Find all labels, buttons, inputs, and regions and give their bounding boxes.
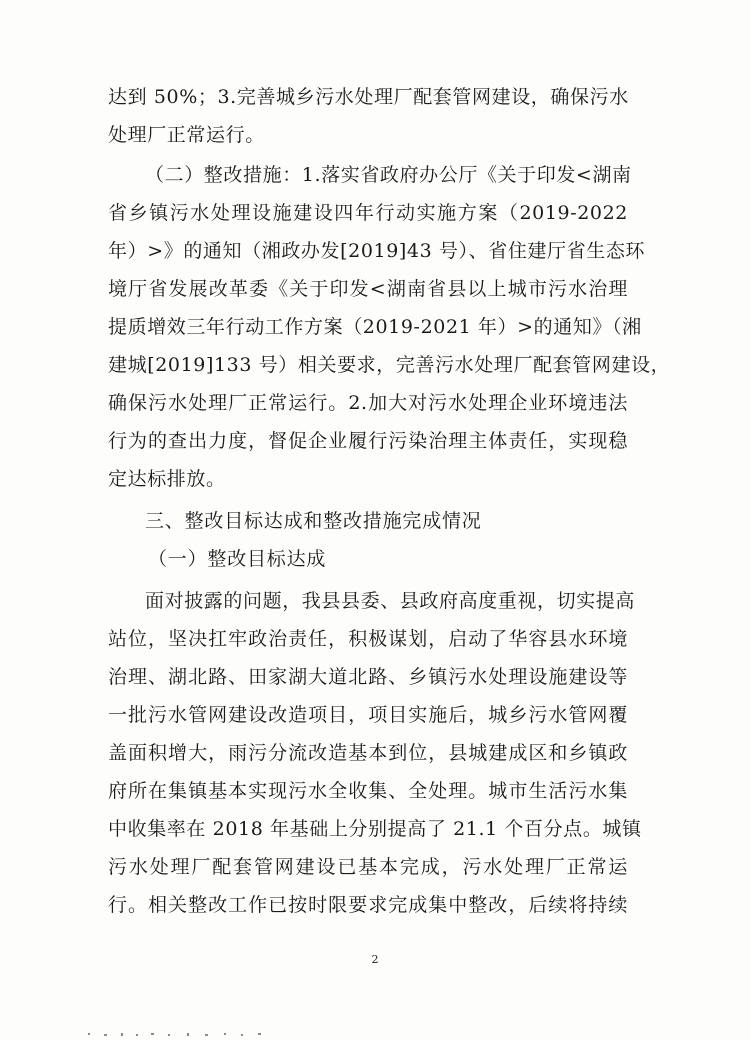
paragraph-line: 确保污水处理厂正常运行。2.加大对污水处理企业环境违法 <box>108 392 628 414</box>
paragraph-line: 污水处理厂配套管网建设已基本完成，污水处理厂正常运 <box>108 856 628 878</box>
paragraph-line: 年）>》的通知（湘政办发[2019]43 号）、省住建厅省生态环 <box>108 240 646 262</box>
page-number: 2 <box>371 953 379 966</box>
subsection-heading: （一）整改目标达成 <box>148 548 327 570</box>
paragraph-line: 一批污水管网建设改造项目，项目实施后，城乡污水管网覆 <box>108 704 628 726</box>
paragraph-line: 站位，坚决扛牢政治责任，积极谋划，启动了华容县水环境 <box>108 628 628 650</box>
scan-edge-marks <box>0 1022 750 1040</box>
paragraph-line: 处理厂正常运行。 <box>108 124 265 146</box>
paragraph-line: 盖面积增大，雨污分流改造基本到位，县城建成区和乡镇政 <box>108 742 628 764</box>
paragraph-line: 面对披露的问题，我县县委、县政府高度重视，切实提高 <box>145 590 636 612</box>
paragraph-line: 定达标排放。 <box>108 468 226 490</box>
paragraph-line: （二）整改措施：1.落实省政府办公厅《关于印发<湖南 <box>145 164 632 186</box>
paragraph-line: 行。相关整改工作已按时限要求完成集中整改，后续将持续 <box>108 894 628 916</box>
paragraph-line: 境厅省发展改革委《关于印发<湖南省县以上城市污水治理 <box>108 278 628 300</box>
section-heading: 三、整改目标达成和整改措施完成情况 <box>145 510 482 532</box>
paragraph-line: 达到 50%；3.完善城乡污水处理厂配套管网建设，确保污水 <box>108 86 629 108</box>
paragraph-line: 治理、湖北路、田家湖大道北路、乡镇污水处理设施建设等 <box>108 666 628 688</box>
paragraph-line: 建城[2019]133 号）相关要求，完善污水处理厂配套管网建设， <box>108 354 671 376</box>
paragraph-line: 府所在集镇基本实现污水全收集、全处理。城市生活污水集 <box>108 780 628 802</box>
paragraph-line: 提质增效三年行动工作方案（2019-2021 年）>的通知》（湘 <box>108 316 642 338</box>
paragraph-line: 行为的查出力度，督促企业履行污染治理主体责任，实现稳 <box>108 430 628 452</box>
paragraph-line: 中收集率在 2018 年基础上分别提高了 21.1 个百分点。城镇 <box>108 818 642 840</box>
paragraph-line: 省乡镇污水处理设施建设四年行动实施方案（2019-2022 <box>108 202 628 224</box>
